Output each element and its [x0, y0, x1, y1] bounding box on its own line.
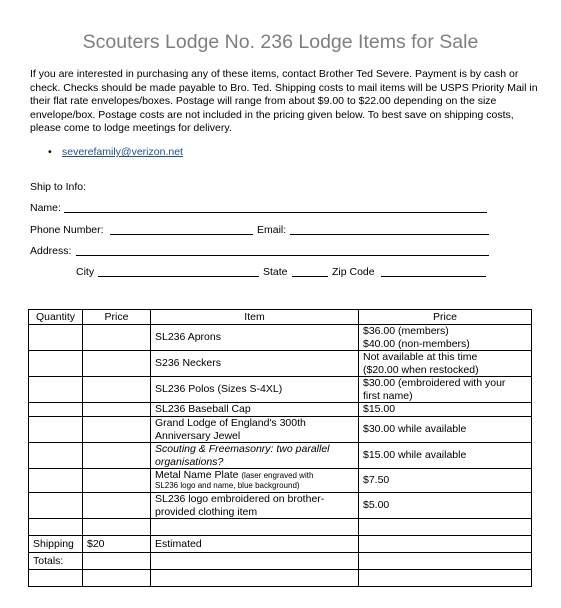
item-price-cell [359, 519, 532, 536]
ship-to-heading: Ship to Info: [30, 181, 87, 193]
contact-email-link[interactable]: severefamily@verizon.net [62, 146, 183, 158]
price-cell[interactable] [83, 417, 151, 443]
item-price-cell: $15.00 while available [359, 443, 532, 469]
quantity-cell[interactable] [29, 417, 83, 443]
quantity-cell[interactable] [29, 519, 83, 536]
quantity-cell[interactable] [29, 403, 83, 417]
item-cell [151, 519, 359, 536]
bullet-icon: • [48, 146, 52, 158]
item-line: Grand Lodge of England's 300th [155, 417, 306, 429]
shipping-row [29, 536, 532, 553]
shipping-item-price [359, 536, 532, 553]
phone-label: Phone Number: [30, 224, 104, 236]
item-line: SL236 logo embroidered on brother- [155, 493, 325, 505]
price-line: first name) [363, 389, 413, 402]
price-cell[interactable] [83, 469, 151, 493]
item-price-cell: $15.00 [359, 403, 532, 417]
quantity-cell[interactable] [29, 377, 83, 403]
totals-item [151, 553, 359, 570]
email-field-line[interactable] [290, 234, 489, 235]
shipping-item: Estimated [151, 536, 359, 553]
price-line: ($20.00 when restocked) [363, 363, 479, 376]
price-cell[interactable] [83, 493, 151, 519]
table-row [29, 417, 532, 443]
city-label: City [76, 266, 95, 278]
header-item-price: Price [359, 310, 532, 325]
price-cell[interactable] [83, 403, 151, 417]
intro-paragraph: If you are interested in purchasing any of these items, contact Brother Ted Severe. Payment is by cash or check. Checks should be made payable to Bro. Ted. Shipping costs to mail items will be USPS Priority Mail in their flat rate envelopes/boxes. Postage will range from about $9.00 to $22.00 depending on the size envelope/box. Postage costs are not included in the pricing given below. To best save on shipping costs, please come to lodge meetings for delivery. [30, 68, 538, 134]
zip-field-line[interactable] [381, 276, 486, 277]
price-line: Not available at this time [363, 351, 478, 363]
item-note-line: SL236 logo and name, blue background) [155, 481, 300, 490]
name-field-line[interactable] [64, 212, 487, 213]
table-row [29, 493, 532, 519]
price-line: $40.00 (non-members) [363, 337, 470, 350]
item-line: provided clothing item [155, 505, 258, 518]
header-quantity: Quantity [29, 310, 83, 325]
item-note: (laser engraved with [241, 471, 314, 480]
table-row [29, 325, 532, 351]
quantity-cell[interactable] [29, 443, 83, 469]
totals-item-price [359, 553, 532, 570]
item-line: organisations? [155, 455, 224, 468]
name-label: Name: [30, 202, 61, 214]
table-row-empty [29, 570, 532, 587]
table-row-empty [29, 519, 532, 536]
table-row [29, 443, 532, 469]
item-price-cell: $5.00 [359, 493, 532, 519]
item-cell: SL236 Baseball Cap [151, 403, 359, 417]
price-line: $30.00 (embroidered with your [363, 377, 506, 389]
totals-label: Totals: [29, 553, 83, 570]
quantity-cell[interactable] [29, 351, 83, 377]
item-cell: SL236 Aprons [151, 325, 359, 351]
items-table [28, 309, 532, 587]
item-cell [151, 443, 359, 469]
header-price: Price [83, 310, 151, 325]
zip-label: Zip Code [332, 266, 375, 278]
price-cell[interactable] [83, 325, 151, 351]
city-field-line[interactable] [98, 276, 259, 277]
phone-field-line[interactable] [110, 234, 253, 235]
email-label: Email: [257, 224, 287, 236]
price-cell[interactable] [83, 377, 151, 403]
price-cell[interactable] [83, 570, 151, 587]
shipping-label: Shipping [29, 536, 83, 553]
item-price-cell [359, 351, 532, 377]
totals-row [29, 553, 532, 570]
item-line: Scouting & Freemasonry: two parallel [155, 443, 330, 455]
table-row [29, 403, 532, 417]
price-cell[interactable] [83, 519, 151, 536]
price-cell[interactable] [83, 443, 151, 469]
quantity-cell[interactable] [29, 570, 83, 587]
page-title: Scouters Lodge No. 236 Lodge Items for Sale [82, 31, 479, 53]
quantity-cell[interactable] [29, 493, 83, 519]
price-line: $36.00 (members) [363, 325, 449, 337]
item-line: Anniversary Jewel [155, 429, 241, 442]
item-cell: SL236 Polos (Sizes S-4XL) [151, 377, 359, 403]
item-cell [151, 417, 359, 443]
table-row [29, 377, 532, 403]
table-header-row [29, 310, 532, 325]
item-cell [151, 493, 359, 519]
item-price-cell: $30.00 while available [359, 417, 532, 443]
header-item: Item [151, 310, 359, 325]
address-field-line[interactable] [76, 255, 489, 256]
item-price-cell [359, 570, 532, 587]
item-line [155, 470, 354, 481]
totals-price[interactable] [83, 553, 151, 570]
state-field-line[interactable] [292, 276, 328, 277]
table-row [29, 469, 532, 493]
price-cell[interactable] [83, 351, 151, 377]
item-name: Metal Name Plate [155, 469, 239, 481]
item-cell [151, 570, 359, 587]
table-row [29, 351, 532, 377]
shipping-price: $20 [83, 536, 151, 553]
item-price-cell: $7.50 [359, 469, 532, 493]
item-price-cell [359, 377, 532, 403]
item-price-cell [359, 325, 532, 351]
state-label: State [263, 266, 288, 278]
address-label: Address: [30, 245, 72, 257]
quantity-cell[interactable] [29, 325, 83, 351]
item-cell [151, 469, 359, 493]
quantity-cell[interactable] [29, 469, 83, 493]
item-cell: S236 Neckers [151, 351, 359, 377]
